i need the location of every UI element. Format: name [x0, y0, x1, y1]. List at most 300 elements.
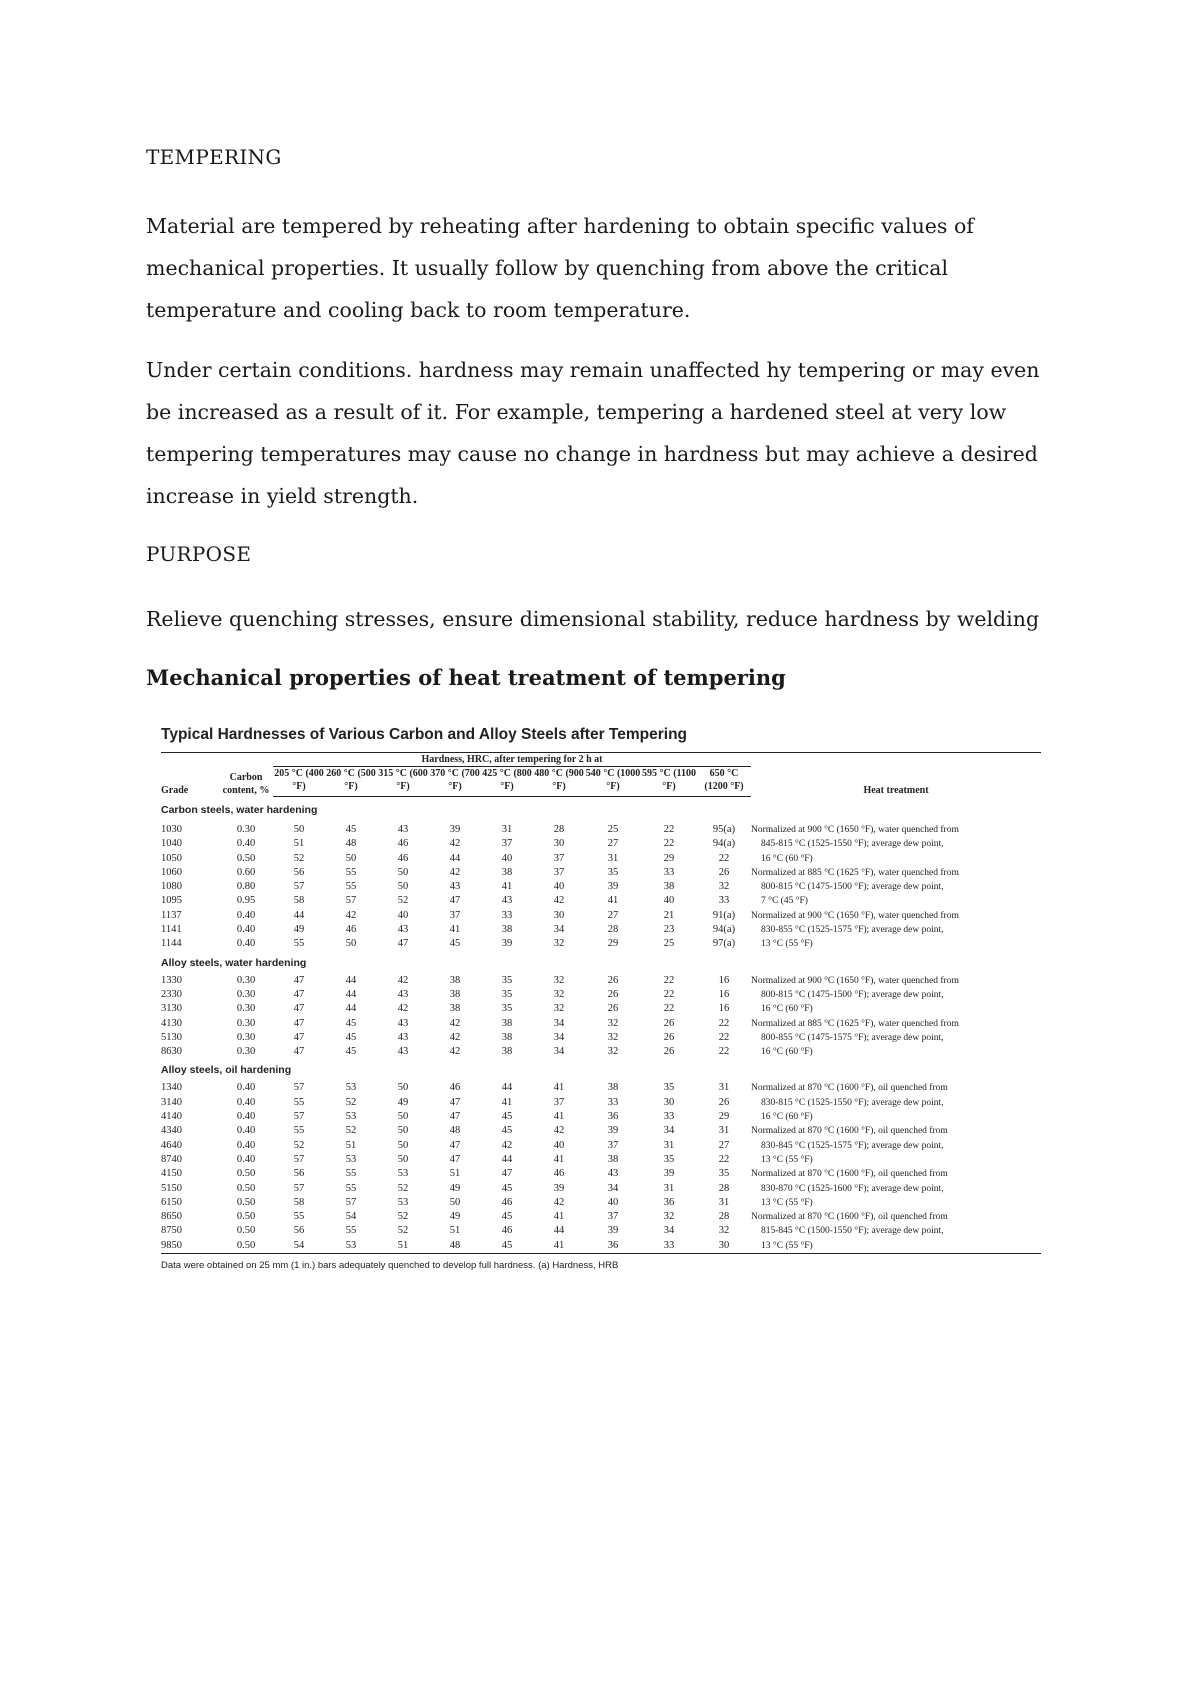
carbon-cell: 0.30	[236, 1031, 256, 1043]
hardness-cell: 41	[449, 924, 461, 936]
hardness-cell: 34	[607, 1182, 619, 1194]
table-row	[161, 1031, 1041, 1045]
heat-treatment-cell: 830-870 °C (1525-1600 °F); average dew point,	[761, 1183, 944, 1194]
hardness-cell: 37	[607, 1139, 619, 1151]
hardness-cell: 44	[501, 1082, 513, 1094]
temp-header: 480 °C (900 °F)	[533, 767, 585, 797]
heat-treatment-cell: Normalized at 870 °C (1600 °F), oil quenched from	[751, 1212, 948, 1223]
grade-cell: 1144	[161, 938, 182, 950]
purpose-text: Relieve quenching stresses, ensure dimensional stability, reduce hardness by welding	[146, 607, 1040, 631]
hardness-cell: 51	[377, 1239, 429, 1254]
hardness-cell: 34	[663, 1125, 675, 1137]
hardness-cell: 25	[663, 938, 675, 950]
hardness-cell: 44	[345, 1003, 357, 1015]
group-label: Carbon steels, water hardening	[161, 804, 318, 816]
table-row	[161, 937, 1041, 951]
hardness-cell: 41	[553, 1111, 565, 1123]
grade-cell: 1095	[161, 895, 182, 907]
hardness-cell: 35	[663, 1082, 675, 1094]
heat-treatment-cell: 800-815 °C (1475-1500 °F); average dew point,	[761, 882, 944, 893]
hardness-cell: 31	[607, 852, 619, 864]
hardness-cell: 42	[397, 974, 409, 986]
heat-treatment-cell: 16 °C (60 °F)	[761, 853, 813, 864]
hardness-cell: 51	[449, 1225, 461, 1237]
table-row	[161, 1096, 1041, 1110]
carbon-cell: 0.50	[236, 1182, 256, 1194]
hardness-cell: 47	[293, 1003, 305, 1015]
heat-treatment-cell: 815-845 °C (1500-1550 °F); average dew point,	[761, 1226, 944, 1237]
heat-treatment-cell: 845-815 °C (1525-1550 °F); average dew point,	[761, 839, 944, 850]
group-label: Alloy steels, water hardening	[161, 956, 307, 969]
table-row	[161, 1153, 1041, 1167]
table-group-row	[161, 1059, 1041, 1081]
hardness-cell: 44	[293, 909, 305, 921]
hardness-cell: 39	[607, 881, 619, 893]
temp-header: 370 °C (700 °F)	[429, 767, 481, 797]
hardness-cell: 42	[449, 866, 461, 878]
hardness-cell: 37	[553, 852, 565, 864]
carbon-cell: 0.80	[236, 881, 256, 893]
hardness-cell: 40	[663, 895, 675, 907]
hardness-cell: 50	[397, 1082, 409, 1094]
carbon-cell: 0.40	[236, 1139, 256, 1151]
hardness-cell: 45	[345, 824, 357, 835]
hardness-cell: 95(a)	[712, 824, 736, 835]
hardness-cell: 44	[449, 852, 461, 864]
hardness-cell: 33	[607, 1096, 619, 1108]
table-row	[161, 1002, 1041, 1016]
hardness-cell: 29	[607, 938, 619, 950]
table-group-row	[161, 797, 1041, 824]
grade-cell: 1040	[161, 838, 182, 850]
carbon-cell: 0.40	[236, 1153, 256, 1165]
hardness-table	[161, 752, 1041, 1254]
carbon-cell: 0.40	[236, 1111, 256, 1123]
hardness-cell: 22	[718, 1017, 730, 1029]
hardness-cell: 47	[397, 938, 409, 950]
hardness-cell: 49	[449, 1182, 461, 1194]
temp-header: 540 °C (1000 °F)	[585, 767, 641, 797]
hardness-cell: 30	[663, 1096, 675, 1108]
heat-treatment-cell: 13 °C (55 °F)	[761, 1154, 813, 1165]
hardness-cell: 57	[293, 1082, 305, 1094]
hardness-cell: 44	[345, 988, 357, 1000]
hardness-cell: 22	[663, 988, 675, 1000]
hardness-cell: 55	[293, 1211, 305, 1223]
heat-treatment-cell: 800-855 °C (1475-1575 °F); average dew point,	[761, 1032, 944, 1043]
hardness-cell: 40	[553, 1139, 565, 1151]
hardness-cell: 30	[697, 1239, 751, 1254]
hardness-cell: 41	[553, 1153, 565, 1165]
hardness-cell: 38	[501, 1017, 513, 1029]
hardness-cell: 42	[501, 1139, 513, 1151]
carbon-cell: 0.50	[236, 1168, 256, 1180]
hardness-span-header: Hardness, HRC, after tempering for 2 h at	[273, 753, 751, 767]
hardness-cell: 46	[501, 1225, 513, 1237]
hardness-cell: 52	[293, 1139, 305, 1151]
temp-header: 260 °C (500 °F)	[325, 767, 377, 797]
hardness-cell: 32	[553, 938, 565, 950]
carbon-cell: 0.50	[236, 852, 256, 864]
hardness-cell: 46	[449, 1082, 461, 1094]
hardness-cell: 30	[553, 838, 565, 850]
heat-treatment-cell: Normalized at 900 °C (1650 °F), water quenched from	[751, 975, 959, 986]
table-row	[161, 1224, 1041, 1238]
hardness-cell: 40	[501, 852, 513, 864]
hardness-cell: 33	[641, 1239, 697, 1254]
hardness-cell: 41	[501, 1096, 513, 1108]
hardness-cell: 42	[449, 838, 461, 850]
heat-treatment-cell: 7 °C (45 °F)	[761, 896, 808, 907]
hardness-cell: 37	[449, 909, 461, 921]
hardness-cell: 53	[345, 1082, 357, 1094]
grade-cell: 5130	[161, 1031, 182, 1043]
heat-treatment-cell: 830-815 °C (1525-1550 °F); average dew point,	[761, 1097, 944, 1108]
hardness-cell: 54	[273, 1239, 325, 1254]
table-row	[161, 1239, 1041, 1254]
carbon-cell: 0.40	[236, 1125, 256, 1137]
hardness-cell: 38	[501, 1031, 513, 1043]
hardness-cell: 94(a)	[712, 838, 736, 850]
grade-cell: 2330	[161, 988, 182, 1000]
hardness-cell: 94(a)	[712, 924, 736, 936]
hardness-cell: 43	[397, 924, 409, 936]
hardness-cell: 56	[293, 1225, 305, 1237]
grade-cell: 1050	[161, 852, 182, 864]
hardness-cell: 32	[718, 881, 730, 893]
carbon-cell: 0.50	[236, 1211, 256, 1223]
hardness-cell: 28	[718, 1211, 730, 1223]
hardness-cell: 16	[718, 1003, 730, 1015]
hardness-cell: 50	[397, 881, 409, 893]
hardness-cell: 52	[293, 852, 305, 864]
hardness-cell: 38	[663, 881, 675, 893]
hardness-cell: 52	[345, 1096, 357, 1108]
hardness-cell: 32	[553, 1003, 565, 1015]
carbon-cell: 0.40	[236, 838, 256, 850]
hardness-cell: 38	[449, 974, 461, 986]
hardness-cell: 22	[718, 1031, 730, 1043]
hardness-cell: 46	[345, 924, 357, 936]
table-row	[161, 837, 1041, 851]
hardness-cell: 55	[293, 1125, 305, 1137]
hardness-cell: 55	[345, 1182, 357, 1194]
hardness-cell: 47	[449, 1139, 461, 1151]
hardness-cell: 42	[553, 895, 565, 907]
hardness-cell: 57	[345, 1196, 357, 1208]
hardness-cell: 34	[663, 1225, 675, 1237]
hardness-cell: 26	[663, 1046, 675, 1058]
hardness-cell: 49	[293, 924, 305, 936]
hardness-cell: 31	[501, 824, 513, 835]
hardness-cell: 53	[345, 1153, 357, 1165]
hardness-cell: 26	[663, 1017, 675, 1029]
hardness-cell: 30	[553, 909, 565, 921]
hardness-cell: 50	[397, 1125, 409, 1137]
hardness-cell: 39	[607, 1125, 619, 1137]
hardness-cell: 47	[293, 1031, 305, 1043]
hardness-cell: 51	[449, 1168, 461, 1180]
table-row	[161, 823, 1041, 837]
hardness-cell: 35	[607, 866, 619, 878]
hardness-cell: 47	[293, 988, 305, 1000]
hardness-cell: 57	[293, 1111, 305, 1123]
hardness-cell: 26	[607, 974, 619, 986]
hardness-cell: 45	[345, 1046, 357, 1058]
carbon-cell: 0.50	[236, 1225, 256, 1237]
grade-cell: 3140	[161, 1096, 182, 1108]
grade-cell: 4130	[161, 1017, 182, 1029]
hardness-cell: 34	[553, 1046, 565, 1058]
grade-cell: 8650	[161, 1211, 182, 1223]
table-row	[161, 894, 1041, 908]
table-row	[161, 1182, 1041, 1196]
hardness-cell: 32	[718, 1225, 730, 1237]
hardness-cell: 35	[501, 1003, 513, 1015]
carbon-cell: 0.50	[219, 1239, 273, 1254]
heat-treatment-cell: Normalized at 900 °C (1650 °F), water quenched from	[751, 910, 959, 921]
tempering-paragraph-1: Material are tempered by reheating after hardening to obtain specific values of mechanical properties. It usually follow by quenching from above the critical temperature and cooling back to room temperature.	[146, 214, 974, 322]
hardness-cell: 53	[345, 1111, 357, 1123]
hardness-cell: 40	[553, 881, 565, 893]
table-row	[161, 1139, 1041, 1153]
grade-cell: 1080	[161, 881, 182, 893]
hardness-cell: 55	[293, 938, 305, 950]
hardness-cell: 54	[345, 1211, 357, 1223]
heat-treatment-cell: Normalized at 870 °C (1600 °F), oil quenched from	[751, 1169, 948, 1180]
hardness-table-figure	[161, 726, 1041, 1281]
hardness-cell: 29	[663, 852, 675, 864]
grade-cell: 1137	[161, 909, 182, 921]
heat-treatment-cell: 16 °C (60 °F)	[761, 1047, 813, 1058]
hardness-cell: 46	[397, 838, 409, 850]
grade-cell: 1030	[161, 824, 182, 835]
hardness-cell: 53	[325, 1239, 377, 1254]
table-row	[161, 1045, 1041, 1059]
grade-header: Grade	[161, 753, 219, 797]
hardness-cell: 39	[501, 938, 513, 950]
hardness-cell: 26	[718, 1096, 730, 1108]
table-row	[161, 988, 1041, 1002]
hardness-cell: 44	[553, 1225, 565, 1237]
heat-treatment-cell: 13 °C (55 °F)	[761, 1197, 813, 1208]
hardness-cell: 35	[718, 1168, 730, 1180]
hardness-cell: 38	[449, 988, 461, 1000]
hardness-cell: 33	[663, 866, 675, 878]
hardness-cell: 36	[585, 1239, 641, 1254]
hardness-cell: 49	[449, 1211, 461, 1223]
table-row	[161, 974, 1041, 988]
hardness-cell: 55	[345, 866, 357, 878]
hardness-cell: 39	[607, 1225, 619, 1237]
carbon-cell: 0.40	[236, 938, 256, 950]
carbon-header: Carbon content, %	[219, 753, 273, 797]
hardness-cell: 55	[345, 1225, 357, 1237]
hardness-cell: 42	[397, 1003, 409, 1015]
hardness-cell: 38	[501, 866, 513, 878]
hardness-cell: 46	[553, 1168, 565, 1180]
hardness-cell: 47	[449, 1153, 461, 1165]
hardness-cell: 47	[293, 1017, 305, 1029]
hardness-cell: 37	[553, 866, 565, 878]
hardness-cell: 43	[397, 1046, 409, 1058]
heat-treatment-header: Heat treatment	[751, 753, 1041, 797]
heat-treatment-cell: Normalized at 870 °C (1600 °F), oil quenched from	[751, 1083, 948, 1094]
hardness-cell: 45	[449, 938, 461, 950]
grade-cell: 8630	[161, 1046, 182, 1058]
hardness-cell: 31	[718, 1125, 730, 1137]
carbon-cell: 0.30	[236, 1017, 256, 1029]
hardness-cell: 50	[293, 824, 305, 835]
table-row	[161, 1124, 1041, 1138]
hardness-cell: 22	[718, 1153, 730, 1165]
hardness-cell: 52	[397, 1182, 409, 1194]
heat-treatment-cell: 830-845 °C (1525-1575 °F); average dew point,	[761, 1140, 944, 1151]
grade-cell: 6150	[161, 1196, 182, 1208]
hardness-cell: 38	[449, 1003, 461, 1015]
hardness-cell: 41	[553, 1211, 565, 1223]
hardness-cell: 43	[397, 1031, 409, 1043]
hardness-cell: 22	[663, 838, 675, 850]
hardness-cell: 43	[397, 1017, 409, 1029]
table-row	[161, 1210, 1041, 1224]
tempering-heading: TEMPERING	[146, 145, 282, 169]
table-row	[161, 1110, 1041, 1124]
hardness-cell: 31	[718, 1082, 730, 1094]
carbon-cell: 0.30	[236, 1046, 256, 1058]
hardness-cell: 47	[449, 895, 461, 907]
hardness-cell: 35	[501, 974, 513, 986]
hardness-cell: 22	[663, 974, 675, 986]
hardness-cell: 50	[449, 1196, 461, 1208]
grade-cell: 9850	[161, 1239, 219, 1254]
carbon-cell: 0.50	[236, 1196, 256, 1208]
hardness-cell: 57	[293, 1153, 305, 1165]
table-row	[161, 1167, 1041, 1181]
hardness-cell: 45	[481, 1239, 533, 1254]
hardness-cell: 32	[607, 1031, 619, 1043]
hardness-cell: 45	[501, 1111, 513, 1123]
hardness-cell: 31	[663, 1139, 675, 1151]
hardness-cell: 55	[293, 1096, 305, 1108]
hardness-cell: 43	[449, 881, 461, 893]
hardness-cell: 41	[553, 1082, 565, 1094]
carbon-cell: 0.40	[236, 1082, 256, 1094]
hardness-cell: 55	[345, 881, 357, 893]
carbon-cell: 0.30	[236, 988, 256, 1000]
hardness-cell: 44	[345, 974, 357, 986]
heat-treatment-cell: Normalized at 885 °C (1625 °F), water quenched from	[751, 867, 959, 878]
hardness-cell: 32	[607, 1017, 619, 1029]
grade-cell: 5150	[161, 1182, 182, 1194]
hardness-cell: 91(a)	[712, 909, 736, 921]
carbon-cell: 0.40	[236, 924, 256, 936]
grade-cell: 4140	[161, 1111, 182, 1123]
hardness-cell: 56	[293, 866, 305, 878]
temp-header: 315 °C (600 °F)	[377, 767, 429, 797]
hardness-cell: 40	[397, 909, 409, 921]
hardness-cell: 33	[501, 909, 513, 921]
hardness-cell: 48	[449, 1125, 461, 1137]
hardness-cell: 34	[553, 1031, 565, 1043]
hardness-cell: 50	[345, 852, 357, 864]
hardness-cell: 34	[553, 924, 565, 936]
hardness-cell: 26	[718, 866, 730, 878]
hardness-table-body	[161, 797, 1041, 1254]
table-group-row	[161, 952, 1041, 974]
hardness-cell: 53	[397, 1168, 409, 1180]
hardness-cell: 32	[663, 1211, 675, 1223]
hardness-cell: 43	[501, 895, 513, 907]
hardness-cell: 57	[293, 881, 305, 893]
hardness-cell: 41	[501, 881, 513, 893]
hardness-cell: 57	[293, 1182, 305, 1194]
heat-treatment-cell: 800-815 °C (1475-1500 °F); average dew point,	[761, 989, 944, 1000]
temp-header: 595 °C (1100 °F)	[641, 767, 697, 797]
hardness-cell: 43	[607, 1168, 619, 1180]
table-row	[161, 1017, 1041, 1031]
hardness-cell: 26	[607, 988, 619, 1000]
carbon-cell: 0.60	[236, 866, 256, 878]
hardness-cell: 36	[607, 1111, 619, 1123]
hardness-cell: 22	[663, 824, 675, 835]
temp-header: 650 °C (1200 °F)	[697, 767, 751, 797]
hardness-cell: 33	[663, 1111, 675, 1123]
hardness-cell: 47	[293, 1046, 305, 1058]
hardness-cell: 40	[607, 1196, 619, 1208]
hardness-cell: 42	[553, 1196, 565, 1208]
hardness-cell: 42	[449, 1017, 461, 1029]
carbon-cell: 0.30	[236, 974, 256, 986]
hardness-cell: 28	[553, 824, 565, 835]
hardness-cell: 52	[397, 1211, 409, 1223]
table-row	[161, 909, 1041, 923]
heat-treatment-cell: Normalized at 900 °C (1650 °F), water quenched from	[751, 825, 959, 835]
table-row	[161, 1196, 1041, 1210]
table-row	[161, 852, 1041, 866]
heat-treatment-cell: 16 °C (60 °F)	[761, 1004, 813, 1015]
heat-treatment-cell: Normalized at 870 °C (1600 °F), oil quenched from	[751, 1126, 948, 1137]
grade-cell: 4640	[161, 1139, 182, 1151]
figure-title: Typical Hardnesses of Various Carbon and Alloy Steels after Tempering	[161, 726, 688, 743]
hardness-cell: 48	[429, 1239, 481, 1254]
hardness-cell: 26	[663, 1031, 675, 1043]
grade-cell: 4150	[161, 1168, 182, 1180]
hardness-cell: 42	[553, 1125, 565, 1137]
hardness-cell: 27	[607, 909, 619, 921]
hardness-cell: 22	[718, 1046, 730, 1058]
hardness-cell: 47	[293, 974, 305, 986]
hardness-cell: 31	[718, 1196, 730, 1208]
table-row	[161, 923, 1041, 937]
grade-cell: 1060	[161, 866, 182, 878]
heat-treatment-cell: 16 °C (60 °F)	[761, 1112, 813, 1123]
table-row	[161, 866, 1041, 880]
hardness-cell: 21	[663, 909, 675, 921]
hardness-cell: 31	[663, 1182, 675, 1194]
hardness-cell: 29	[718, 1111, 730, 1123]
hardness-cell: 52	[345, 1125, 357, 1137]
hardness-cell: 53	[397, 1196, 409, 1208]
hardness-cell: 38	[501, 1046, 513, 1058]
hardness-cell: 41	[533, 1239, 585, 1254]
grade-cell: 1141	[161, 924, 182, 936]
carbon-cell: 0.30	[236, 1003, 256, 1015]
hardness-cell: 39	[663, 1168, 675, 1180]
hardness-cell: 47	[449, 1111, 461, 1123]
hardness-cell: 43	[397, 988, 409, 1000]
carbon-cell: 0.40	[236, 909, 256, 921]
